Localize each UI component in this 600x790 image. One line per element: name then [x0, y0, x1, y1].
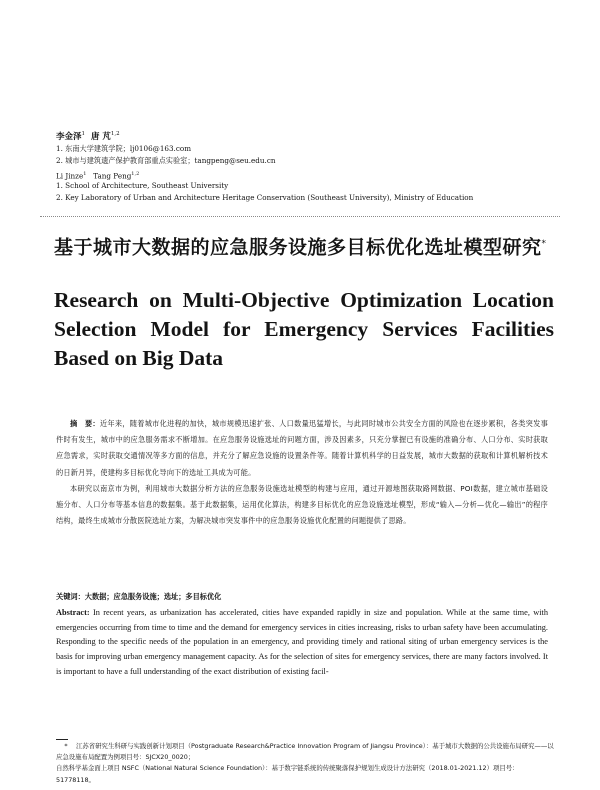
footnote-2: 自然科学基金面上项目 NSFC（National Natural Science Foundation）：基于数字链系统的传统聚落保护规划生成设计方法研究（2018.01-2021.12）项目号：51778118。: [56, 764, 519, 784]
author-affil-mark: 1: [83, 171, 87, 177]
abstract-en-label: Abstract:: [56, 608, 90, 617]
author-line-zh: [56, 130, 120, 142]
title-zh-text: 基于城市大数据的应急服务设施多目标优化选址模型研究: [54, 236, 542, 259]
author-name: 唐 芃: [90, 132, 111, 142]
author-name-en: Li Jinze: [56, 171, 84, 181]
title-en: Research on Multi-Objective Optimization Location Selection Model for Emergency Services Facilities Based on Big Data: [54, 288, 554, 370]
affiliation-en-2: 2. Key Laboratory of Urban and Architecture Heritage Conservation (Southeast University), Ministry of Education: [56, 193, 474, 202]
keywords-zh: [56, 592, 548, 602]
keywords-label: 关键词：: [56, 592, 85, 601]
abstract-zh-text-1: 近年来，随着城市化进程的加快，城市规模迅速扩张、人口数量迅猛增长，与此同时城市公共安全方面的风险也在逐步累积，各类突发事件时有发生，城市中的应急服务需求不断增加。在应急服务设施选址的问题方面，涉及因素多，只充分掌握已有设施的准确分布、人口分布、实时获取应急需求，实时获取交通情况等多方面的信息，并充分了解应急设施的设置条件等。随着计算机科学的日益发展，城市大数据的获取和计算机解析技术的日新月异，使建构多目标优化导向下的选址工具成为可能。: [56, 419, 548, 477]
footnote-1-text: 江苏省研究生科研与实践创新计划项目（Postgraduate Research&Practice Innovation Program of Jiangsu Province）：基于城市大数据的公共设施布局研究——以应急设施布局配置为例项目号：SJCX20_0020；: [56, 742, 554, 762]
abstract-en-text: In recent years, as urbanization has accelerated, cities have expanded rapidly in size and population. While at the same time, with emergencies occurring from time to time and the demand for emergency services in cities increasing, risks to urban safety have been accumulating. Responding to the specific needs of the population in an emergency, and providing timely and rational siting of urban emergency services is the basis for improving urban emergency management capacity. As for the selection of sites for emergency services, there are many factors involved. It is important to have a full understanding of the exact distribution of existing facil-: [56, 608, 549, 676]
author-name-en: Tang Peng: [93, 171, 132, 181]
author-affil-mark: 1,2: [131, 171, 140, 177]
author-line-en: [56, 169, 139, 181]
affiliation-en-1: 1. School of Architecture, Southeast University: [56, 181, 229, 190]
title-footnote-mark: *: [541, 239, 547, 249]
footnotes: [56, 741, 556, 786]
affiliation-zh-1: 1. 东南大学建筑学院；lj0106@163.com: [56, 144, 192, 153]
author-affil-mark: 1: [81, 131, 86, 138]
abstract-en: [56, 606, 548, 680]
author-name: 李金泽: [56, 132, 82, 142]
abstract-zh-paragraph-1: [56, 416, 548, 481]
abstract-zh-label: 摘 要：: [70, 419, 100, 428]
keywords-text: 大数据；应急服务设施；选址；多目标优化: [84, 592, 222, 601]
affiliation-zh-2: 2. 城市与建筑遗产保护教育部重点实验室；tangpeng@seu.edu.cn: [56, 156, 276, 165]
abstract-zh: [56, 416, 548, 529]
footnote-divider: [56, 739, 68, 740]
title-zh: [54, 232, 554, 259]
footnote-1: [56, 741, 556, 763]
footnote-mark: *: [64, 742, 68, 750]
abstract-zh-paragraph-2: 本研究以南京市为例，利用城市大数据分析方法的应急服务设施选址模型的构建与应用，通过开源地图获取路网数据、POI数据，建立城市基础设施分布、人口分布等基本信息的数据集。基于此数据集，运用优化算法，构建多目标优化的应急设施选址模型，形成“输入—分析—优化—输出”的程序结构，最终生成城市分散医院选址方案，为解决城市突发事件中的应急服务设施优化配置的问题提供了思路。: [56, 483, 548, 526]
author-affil-mark: 1,2: [110, 131, 120, 138]
header-divider: [40, 216, 560, 217]
